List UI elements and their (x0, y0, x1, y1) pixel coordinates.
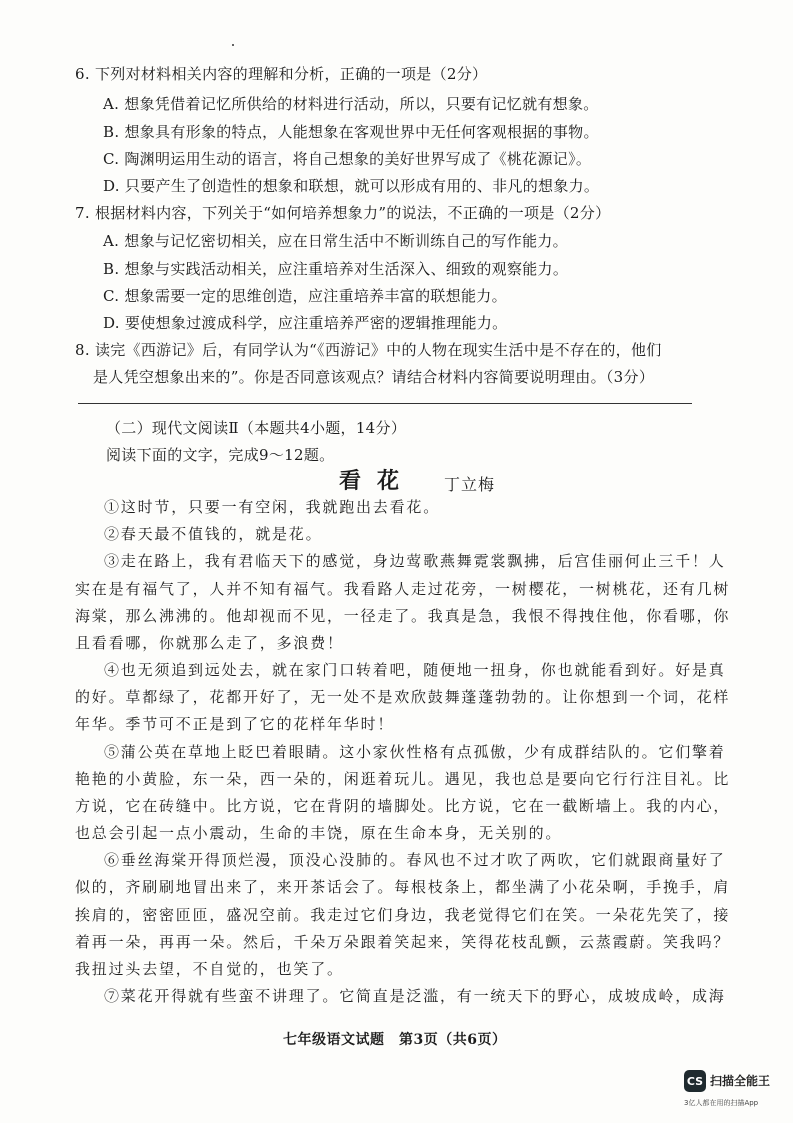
article-line: 着再一朵，再再一朵。然后，千朵万朵跟着笑起来，笑得花枝乱颤，云蒸霞蔚。笑我吗？ (75, 933, 731, 951)
question-7-option-c: C. 想象需要一定的思维创造，应注重培养丰富的联想能力。 (103, 287, 507, 305)
article-line: 年华。季节可不正是到了它的花样年华时！ (75, 715, 395, 733)
scanner-tagline: 3亿人都在用的扫描App (684, 1099, 759, 1107)
article-line: ⑥垂丝海棠开得顶烂漫，顶没心没肺的。春风也不过才吹了两吹，它们就跟商量好了 (104, 851, 726, 869)
section-2-heading: （二）现代文阅读Ⅱ（本题共4小题，14分） (106, 419, 407, 437)
article-line: ③走在路上，我有君临天下的感觉，身边莺歌燕舞霓裳飘拂，后宫佳丽何止三千！人 (104, 552, 726, 570)
article-line: 挨肩的，密密匝匝，盛况空前。我走过它们身边，我老觉得它们在笑。一朵花先笑了，接 (75, 906, 731, 924)
article-line: ⑦菜花开得就有些蛮不讲理了。它简直是泛滥，有一统天下的野心，成坡成岭，成海 (104, 987, 726, 1005)
article-title: 看花 (339, 468, 416, 494)
article-author: 丁立梅 (444, 475, 496, 494)
question-8-line-2: 是人凭空想象出来的”。你是否同意该观点？请结合材料内容简要说明理由。（3分） (93, 368, 655, 386)
question-7-option-d: D. 要使想象过渡成科学，应注重培养严密的逻辑推理能力。 (103, 314, 508, 332)
article-line: 也总会引起一点小震动，生命的丰饶，原在生命本身，无关别的。 (75, 824, 563, 842)
article-line: ④也无须追到远处去，就在家门口转着吧，随便地一扭身，你也就能看到好。好是真 (104, 661, 726, 679)
page-footer: 七年级语文试题 第3页（共6页） (283, 1032, 507, 1048)
question-6-option-a: A. 想象凭借着记忆所供给的材料进行活动，所以，只要有记忆就有想象。 (103, 95, 599, 113)
question-7-option-a: A. 想象与记忆密切相关，应在日常生活中不断训练自己的写作能力。 (103, 232, 568, 250)
question-6-option-c: C. 陶渊明运用生动的语言，将自己想象的美好世界写成了《桃花源记》。 (103, 150, 592, 168)
question-8-line-1: 8. 读完《西游记》后，有同学认为“《西游记》中的人物在现实生活中是不存在的，他们 (75, 341, 662, 359)
article-line: 似的，齐刷刷地冒出来了，来开茶话会了。每根枝条上，都坐满了小花朵啊，手挽手，肩 (75, 878, 731, 896)
article-line: ①这时节，只要一有空闲，我就跑出去看花。 (104, 498, 441, 516)
question-6-stem: 6. 下列对材料相关内容的理解和分析，正确的一项是（2分） (75, 65, 488, 83)
article-line: 海棠，那么沸沸的。他却视而不见，一径走了。我真是急，我恨不得拽住他，你看哪，你 (75, 607, 731, 625)
article-line: 的好。草都绿了，花都开好了，无一处不是欢欣鼓舞蓬蓬勃勃的。让你想到一个词，花样 (75, 688, 731, 706)
article-line: 方说，它在砖缝中。比方说，它在背阴的墙脚处。比方说，它在一截断墙上。我的内心， (75, 797, 731, 815)
article-line: 艳艳的小黄脸，东一朵，西一朵的，闲逛着玩儿。遇见，我也总是要向它行行注目礼。比 (75, 770, 731, 788)
scanner-app-name: 扫描全能王 (710, 1074, 771, 1088)
camscanner-logo-icon: CS (684, 1070, 706, 1092)
article-line: ⑤蒲公英在草地上眨巴着眼睛。这小家伙性格有点孤傲，少有成群结队的。它们擎着 (104, 743, 726, 761)
scan-speck (232, 44, 234, 46)
article-line: ②春天最不值钱的，就是花。 (104, 525, 323, 543)
section-divider (78, 403, 692, 404)
question-6-option-d: D. 只要产生了创造性的想象和联想，就可以形成有用的、非凡的想象力。 (103, 177, 600, 195)
article-line: 实在是有福气了，人并不知有福气。我看路人走过花旁，一树樱花，一树桃花，还有几树 (75, 580, 731, 598)
question-7-stem: 7. 根据材料内容，下列关于“如何培养想象力”的说法，不正确的一项是（2分） (75, 204, 611, 222)
article-line: 且看看哪，你就那么走了，多浪费！ (75, 634, 344, 652)
section-2-instruction: 阅读下面的文字，完成9～12题。 (106, 446, 335, 464)
question-6-option-b: B. 想象具有形象的特点，人能想象在客观世界中无任何客观根据的事物。 (103, 123, 599, 141)
article-line: 我扭过头去望，不自觉的，也笑了。 (75, 960, 344, 978)
question-7-option-b: B. 想象与实践活动相关，应注重培养对生活深入、细致的观察能力。 (103, 260, 569, 278)
